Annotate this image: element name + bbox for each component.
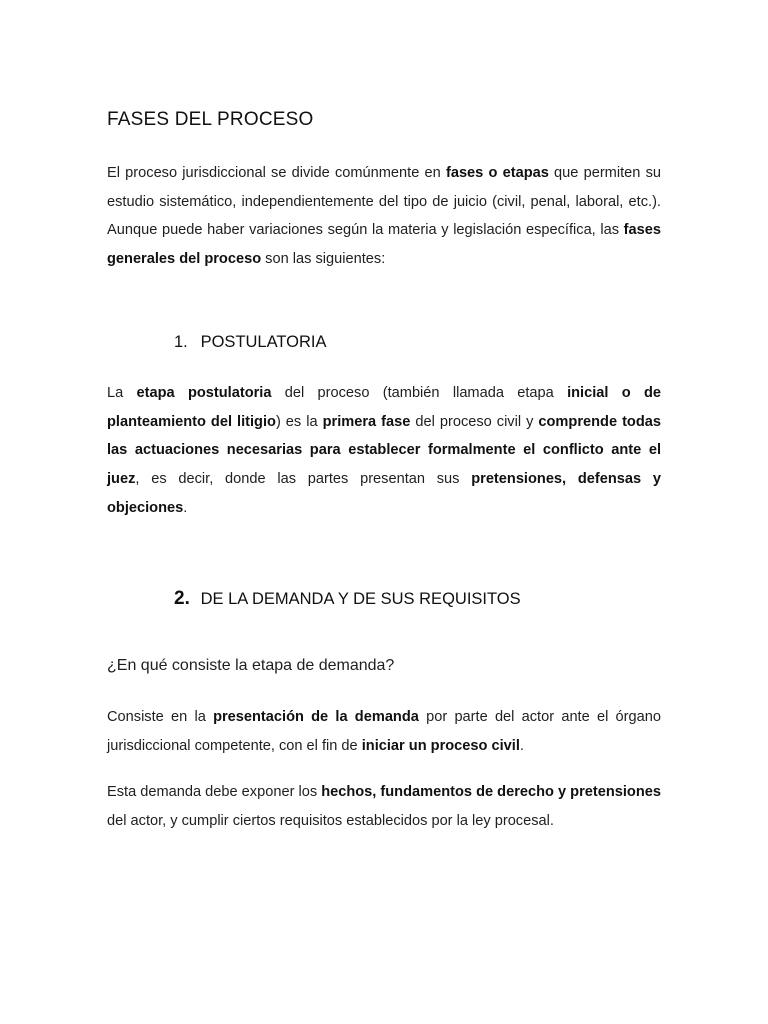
bold-text: primera fase <box>322 413 411 430</box>
text-run: del proceso (también llamada etapa <box>271 385 568 401</box>
section-question: ¿En qué consiste la etapa de demanda? <box>107 657 395 674</box>
section-2-heading <box>174 588 521 610</box>
text-run: La <box>107 385 137 401</box>
intro-paragraph <box>107 159 661 274</box>
postulatoria-paragraph <box>107 379 661 523</box>
bold-text: inicial o de planteamiento del litigio <box>107 385 661 430</box>
bold-text: presentación de la demanda <box>213 709 419 725</box>
text-run: . <box>519 737 524 754</box>
bold-text: fases o etapas <box>445 165 549 181</box>
section-1-heading <box>174 333 327 352</box>
text-run: del actor, y cumplir ciertos requisitos establecidos por la ley procesal. <box>107 812 554 829</box>
demanda-paragraph-1 <box>107 703 661 760</box>
text-run: por parte del actor ante el órgano jurisdiccional competente, con el fin de <box>107 709 661 754</box>
text-run: ) es la <box>275 413 323 430</box>
text-run: . <box>183 499 188 516</box>
bold-text: iniciar un proceso civil <box>361 737 520 754</box>
demanda-paragraph-2 <box>107 778 661 835</box>
bold-text: hechos, fundamentos de derecho y pretensiones <box>321 784 661 800</box>
section-number: 2. <box>174 588 190 609</box>
text-run: El proceso jurisdiccional se divide comúnmente en <box>107 165 446 181</box>
text-run: que permiten su estudio sistemático, independientemente del tipo de juicio (civil, penal, laboral, etc.). Aunque puede haber variaciones según la materia y legislación específica, las <box>107 165 661 239</box>
document-title: FASES DEL PROCESO <box>107 109 314 130</box>
bold-text: etapa postulatoria <box>136 385 272 401</box>
bold-text: fases generales del proceso <box>107 222 661 268</box>
bold-text: comprende todas las actuaciones necesarias para establecer formalmente el conflicto ante el juez <box>107 413 661 488</box>
text-run: Consiste en la <box>107 709 214 725</box>
text-run: Esta demanda debe exponer los <box>107 784 322 800</box>
text-run: son las siguientes: <box>261 251 386 268</box>
text-run: del proceso civil y <box>410 413 539 430</box>
section-number: 1. <box>174 333 188 351</box>
section-title: DE LA DEMANDA Y DE SUS REQUISITOS <box>200 590 521 608</box>
bold-text: pretensiones, defensas y objeciones <box>107 471 662 516</box>
text-run: , es decir, donde las partes presentan sus <box>135 471 472 488</box>
section-title: POSTULATORIA <box>200 333 327 351</box>
